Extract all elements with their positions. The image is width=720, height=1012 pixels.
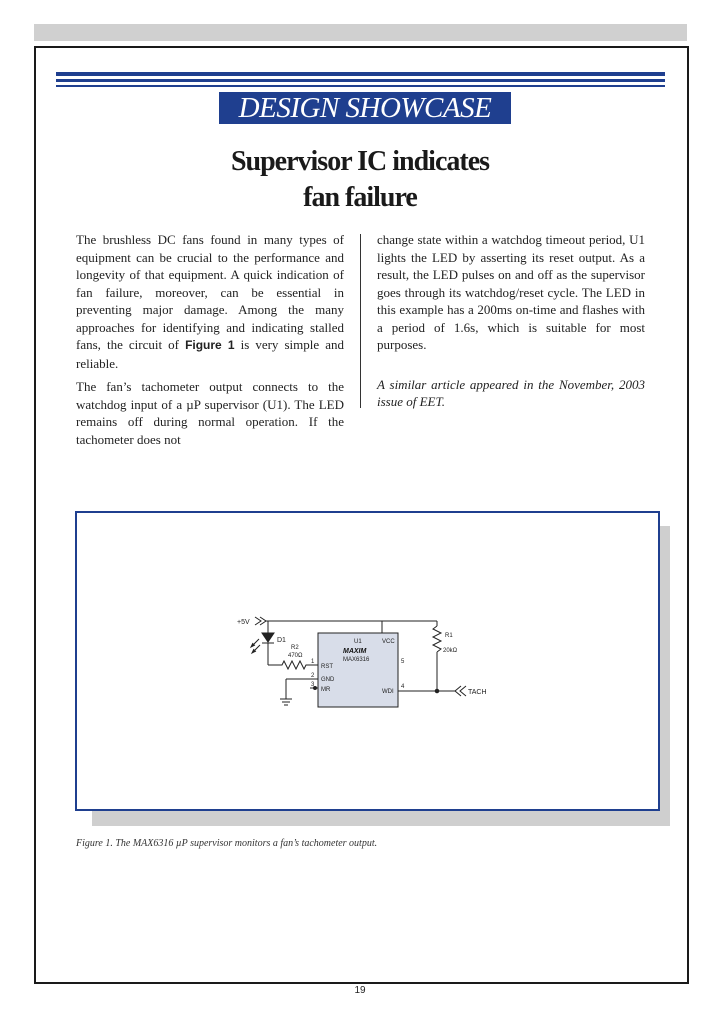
figure-caption: Figure 1. The MAX6316 µP supervisor monitors a fan’s tachometer output. [76,838,378,849]
source-note: A similar article appeared in the November, 2003 issue of EET. [377,376,645,409]
part-number: MAX6316 [343,657,370,663]
maxim-logo: MAXIM [343,648,367,655]
pin-wdi-label: WDI [382,689,394,695]
title-line-1: Supervisor IC indicates [230,146,490,177]
d1-label: D1 [277,637,286,644]
header-rule-1 [56,72,665,76]
pin-5-number: 5 [401,659,405,665]
right-column [377,231,645,417]
left-column [76,231,344,454]
r2-resistor-icon [268,661,317,669]
tach-label: TACH [468,689,487,696]
r2-value: 470Ω [288,653,303,659]
pin-3-number: 3 [311,682,315,688]
left-paragraph-2: The fan’s tachometer output connects to the watchdog input of a µP supervisor (U1). The LED remains off during normal operation. If the tachometer does not [76,379,344,447]
led-icon [262,633,274,642]
top-gray-band [34,24,687,41]
schematic-diagram [77,513,658,809]
pin-mr-label: MR [321,687,331,693]
r1-label: R1 [445,633,453,639]
figure-reference: Figure 1 [185,338,235,352]
figure-box [75,511,660,811]
pin-4-number: 4 [401,684,405,690]
junction-dot [435,689,439,693]
ground-icon [280,699,292,705]
pin-1-number: 1 [311,659,315,665]
right-paragraph-1: change state within a watchdog timeout period, U1 lights the LED by asserting its reset output. As a result, the LED pulses on and off as the supervisor goes through its watchdog/reset cycle. The LED in this example has a 200ms on-time and flashes with a period of 1.6s, which is suitable for most purposes. [377,232,645,352]
pin-2-number: 2 [311,673,315,679]
left-paragraph-1: The brushless DC fans found in many types of equipment can be crucial to the performance and longevity of that equipment. A quick indication of fan failure, moreover, can be essential in preventing major damage. Among the many approaches for identifying and indicating stalled fans, the circuit of Figure 1 is very simple and reliable. [76,232,344,371]
article-title [160,144,560,216]
u1-label: U1 [354,639,362,645]
r1-value: 20kΩ [443,648,458,654]
page-number: 19 [354,985,366,996]
light-arrows-icon [251,639,260,653]
vcc-label: +5V [237,619,250,626]
pin-vcc-label: VCC [382,639,395,645]
section-banner: DESIGN SHOWCASE [219,92,511,124]
vcc-arrow-icon [255,617,266,625]
tach-arrow-icon [455,686,466,696]
pin-rst-label: RST [321,664,333,670]
column-divider [360,234,361,408]
pin-gnd-label: GND [321,677,335,683]
title-line-2: fan failure [303,182,417,213]
header-rule-2 [56,79,665,82]
r2-label: R2 [291,645,299,651]
r1-resistor-icon [433,626,441,652]
header-rule-3 [56,85,665,87]
